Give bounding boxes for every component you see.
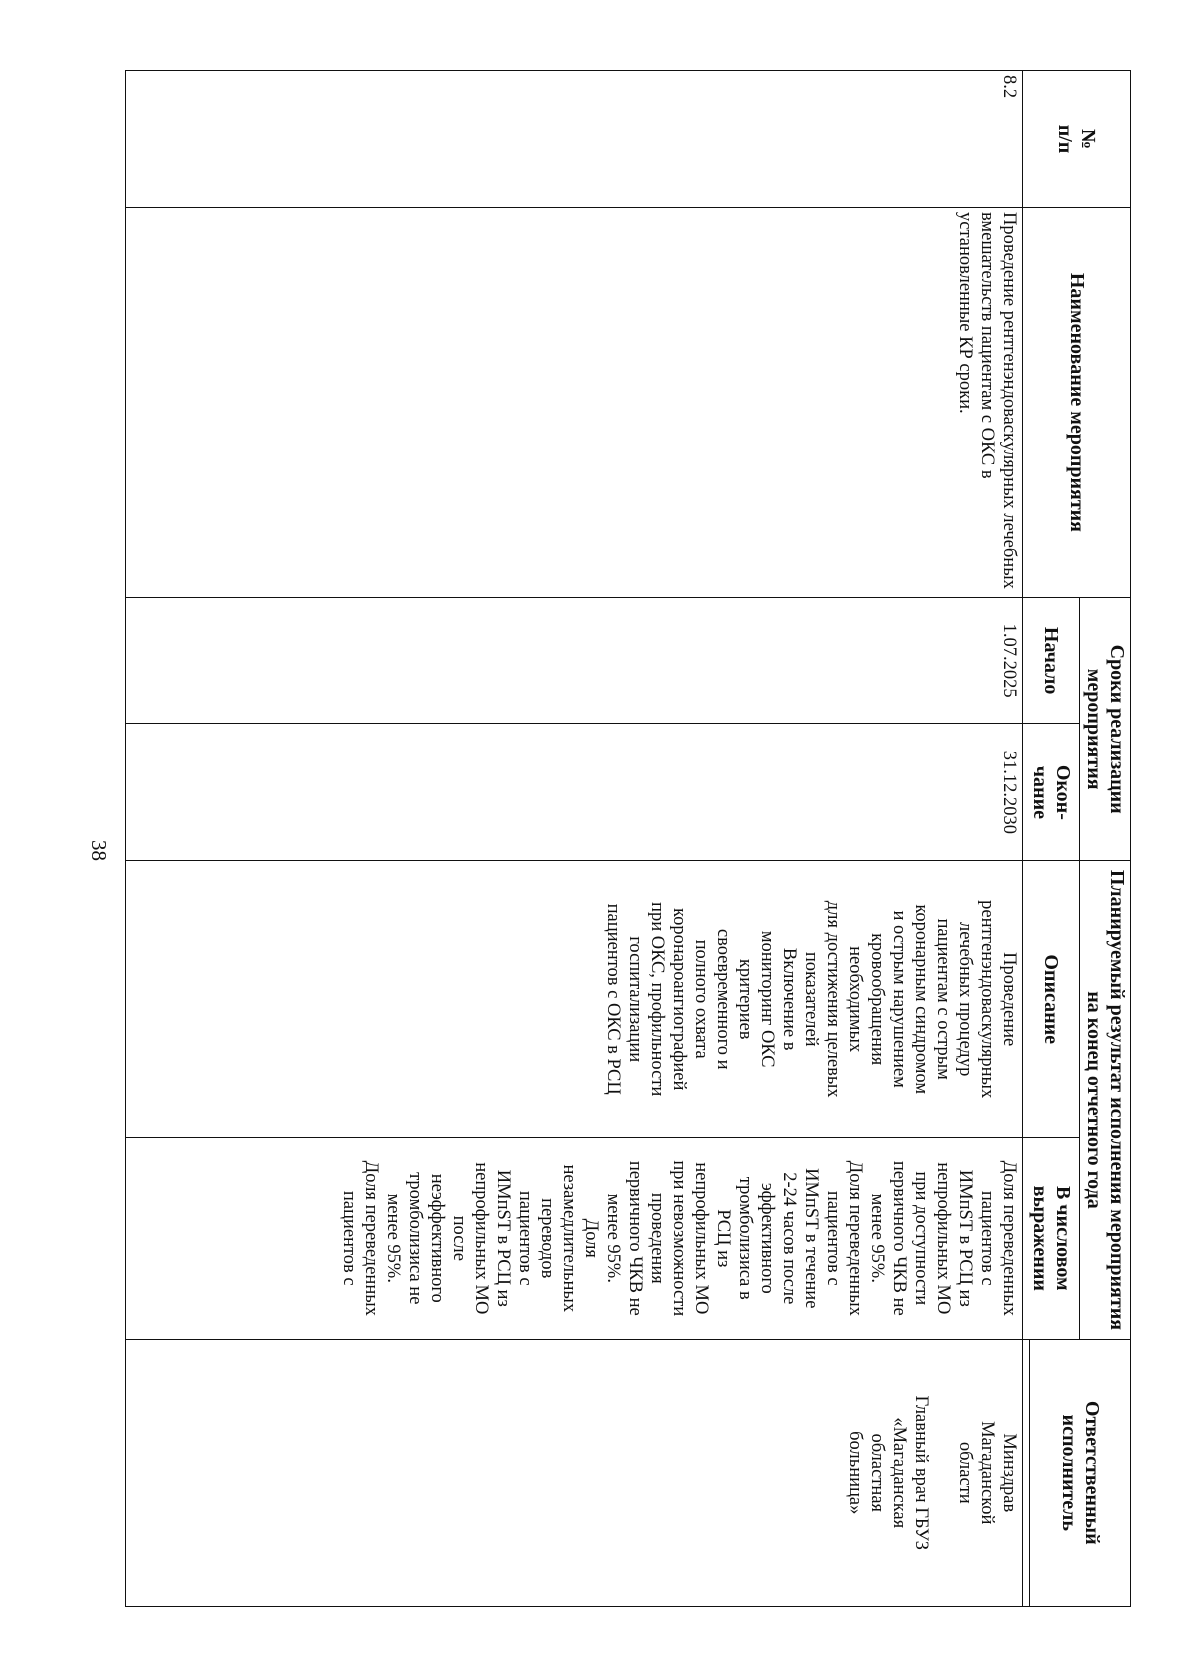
- header-result: Планируемый результат исполнения мероприятия на конец отчетного года: [1080, 861, 1131, 1339]
- row-responsible: Минздрав Магаданской области Главный врач ГБУЗ «Магаданская областная больница»: [126, 1339, 1023, 1606]
- header-number: № п/п: [1023, 71, 1131, 208]
- page-number: 38: [87, 840, 111, 861]
- header-timing: Сроки реализации мероприятия: [1080, 597, 1131, 860]
- header-responsible: Ответственный исполнитель: [1030, 1339, 1131, 1606]
- header-result-numeric: В числовом выражении: [1023, 1138, 1080, 1340]
- row-name: Проведение рентгенэндоваскулярных лечебных вмешательств пациентам с ОКС в установленные КР сроки.: [126, 207, 1023, 597]
- row-start-date: 1.07.2025: [126, 597, 1023, 723]
- table-row: [126, 71, 1023, 1607]
- row-numeric-result: Доля переведенных пациентов с ИМпST в РСЦ из непрофильных МО при доступности первичного ЧКВ не менее 95%. Доля переведенных пациентов с ИМпST в течение 2-24 часов после эффективного тромболизиса в РСЦ из непрофильных МО при невозможности проведения первичного ЧКВ не менее 95%. Доля незамедлительных переводов пациентов с ИМпST в РСЦ из непрофильных МО после неэффективного тромболизиса не менее 95%. Доля переведенных пациентов с: [126, 1138, 1023, 1340]
- header-responsible-subcell: [1023, 1339, 1030, 1606]
- rotated-document-sheet: [125, 70, 1131, 1607]
- header-timing-end: Окон- чание: [1023, 724, 1080, 861]
- row-description: Проведение рентгенэндоваскулярных лечебных процедур пациентам с острым коронарным синдромом и острым нарушением кровообращения необходимых для достижения целевых показателей Включение в мониторинг ОКС критериев своевременного и полного охвата коронароангиографией при ОКС, профильности госпитализации пациентов с ОКС в РСЦ: [126, 861, 1023, 1138]
- action-plan-table: [125, 70, 1131, 1607]
- header-name: Наименование мероприятия: [1023, 207, 1131, 597]
- row-number: 8.2: [126, 71, 1023, 208]
- header-timing-start: Начало: [1023, 597, 1080, 723]
- row-end-date: 31.12.2030: [126, 724, 1023, 861]
- header-result-description: Описание: [1023, 861, 1080, 1138]
